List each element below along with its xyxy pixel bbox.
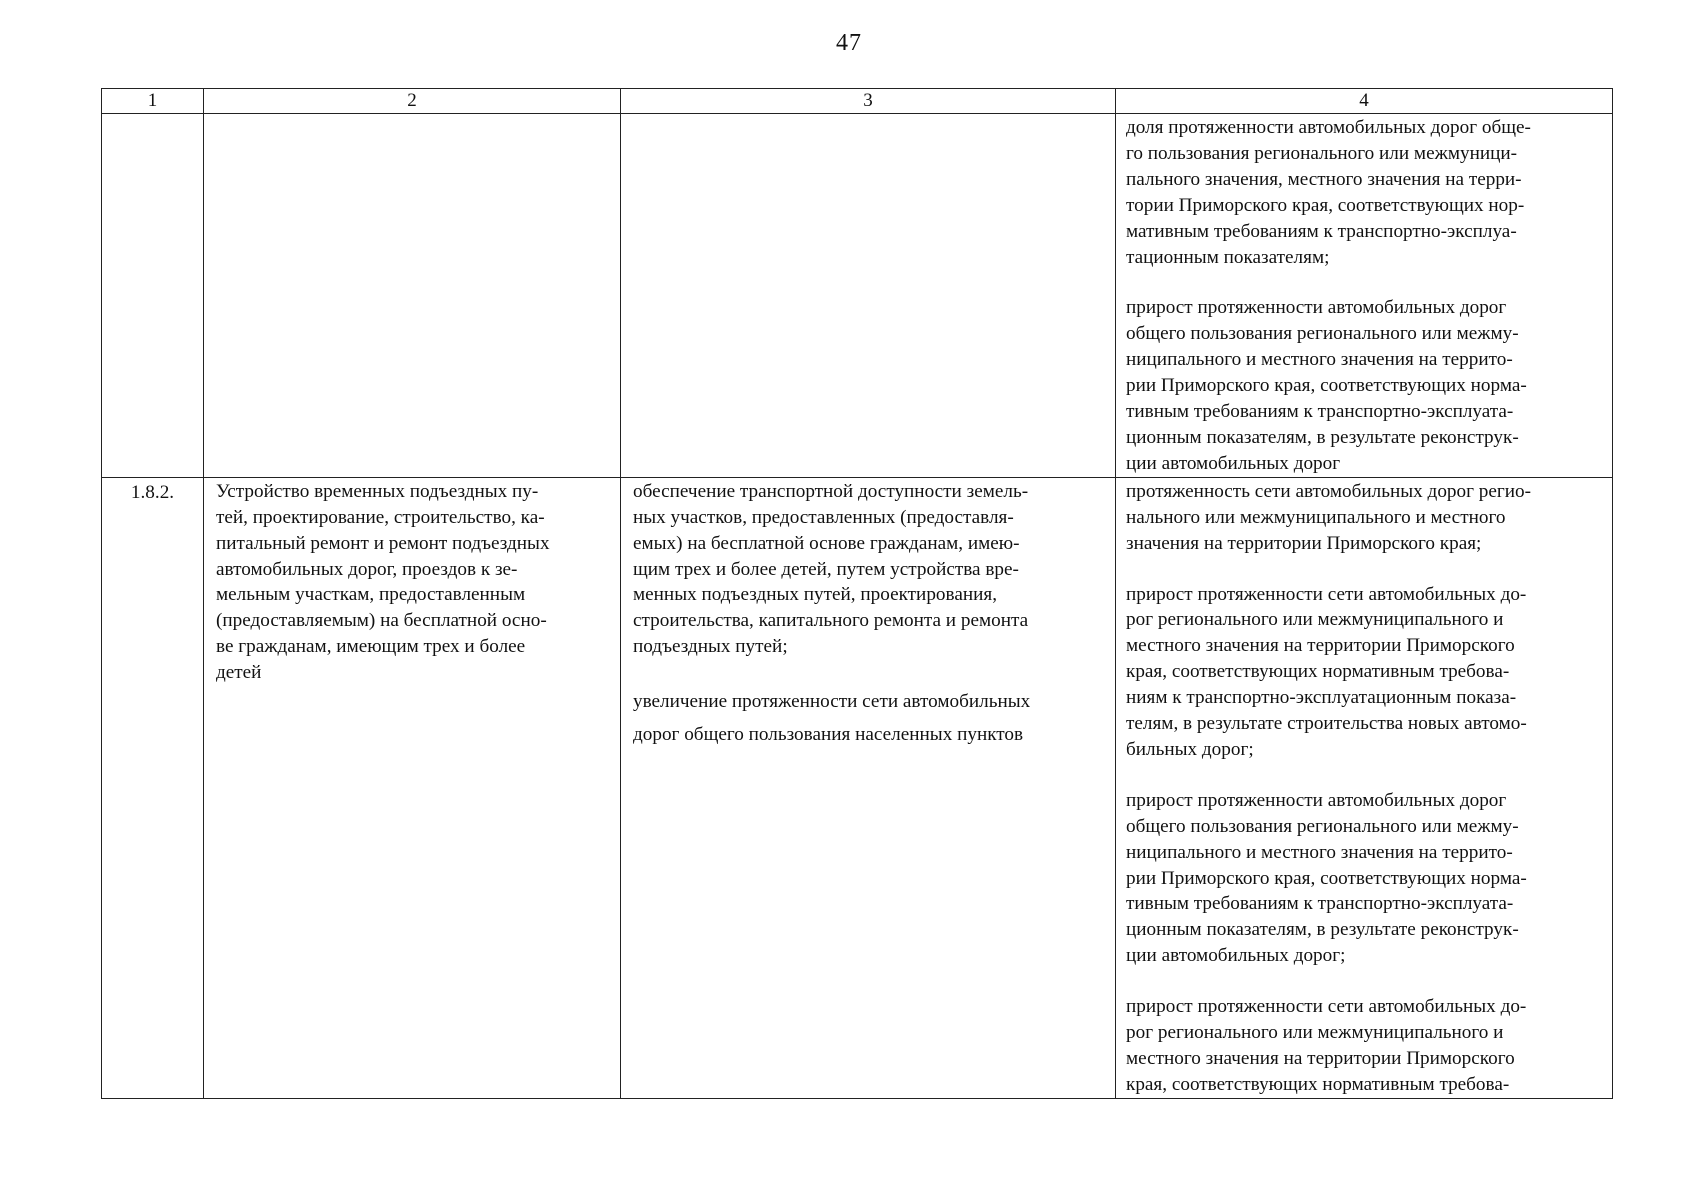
- indicator-text: прирост протяженности автомобильных дорог общего пользования регионального или межму- ниципального и местного значения на террито- рии Приморского края, соответствующих норма- тивным требованиям к транспортно-эксплуата- ционным показателям, в результате реконструк- ции автомобильных дорог;: [1126, 789, 1527, 967]
- indicator-cell: [1116, 477, 1613, 1098]
- page-number: 47: [836, 30, 862, 56]
- column-header-2: 2: [204, 89, 621, 114]
- result-cell: [621, 477, 1116, 1098]
- indicator-cell: [1116, 114, 1613, 478]
- activity-cell: [204, 114, 621, 478]
- result-text: увеличение протяженности сети автомобильных дорог общего пользования населенных пунктов: [633, 691, 1031, 746]
- indicator-text: прирост протяженности автомобильных дорог общего пользования регионального или межму- ниципального и местного значения на террито- рии Приморского края, соответствующих норма- тивным требованиям к транспортно-эксплуата- ционным показателям, в результате реконструк- ции автомобильных дорог: [1126, 297, 1527, 474]
- indicator-text: прирост протяженности сети автомобильных до- рог регионального или межмуниципального и местного значения на территории Приморского края, соответствующих нормативным требова-: [1126, 996, 1527, 1095]
- table-row: [102, 477, 1613, 1098]
- indicator-text: прирост протяженности сети автомобильных до- рог регионального или межмуниципального и местного значения на территории Приморского края, соответствующих нормативным требова- ниям к транспортно-эксплуатационным показа- телям, в результате строительства новых автомо- бильных дорог;: [1126, 583, 1527, 760]
- result-text: обеспечение транспортной доступности земель- ных участков, предоставленных (предоставля- емых) на бесплатной основе гражданам, имею- щим трех и более детей, путем устройства вре- менных подъездных путей, проектирования, строительства, капитального ремонта и ремонта подъездных путей;: [633, 480, 1029, 658]
- column-header-4: 4: [1116, 89, 1613, 114]
- document-table: [101, 88, 1613, 1099]
- result-cell: [621, 114, 1116, 478]
- row-number-cell: [102, 114, 204, 478]
- row-number-cell: 1.8.2.: [102, 477, 204, 1098]
- indicator-text: протяженность сети автомобильных дорог регио- нального или межмуниципального и местного значения на территории Приморского края;: [1126, 480, 1531, 554]
- table-row: [102, 114, 1613, 478]
- table-header-row: [102, 89, 1613, 114]
- indicator-text: доля протяженности автомобильных дорог обще- го пользования регионального или межмуници- пального значения, местного значения на терри- тории Приморского края, соответствующих нор- мативным требованиям к транспортно-эксплуа- тационным показателям;: [1126, 117, 1531, 268]
- activity-text: Устройство временных подъездных пу- тей, проектирование, строительство, ка- питальный ремонт и ремонт подъездных автомобильных дорог, проездов к зе- мельным участкам, предоставленным (предоставляемым) на бесплатной осно- ве гражданам, имеющим трех и более детей: [216, 480, 550, 684]
- activity-cell: [204, 477, 621, 1098]
- column-header-3: 3: [621, 89, 1116, 114]
- column-header-1: 1: [102, 89, 204, 114]
